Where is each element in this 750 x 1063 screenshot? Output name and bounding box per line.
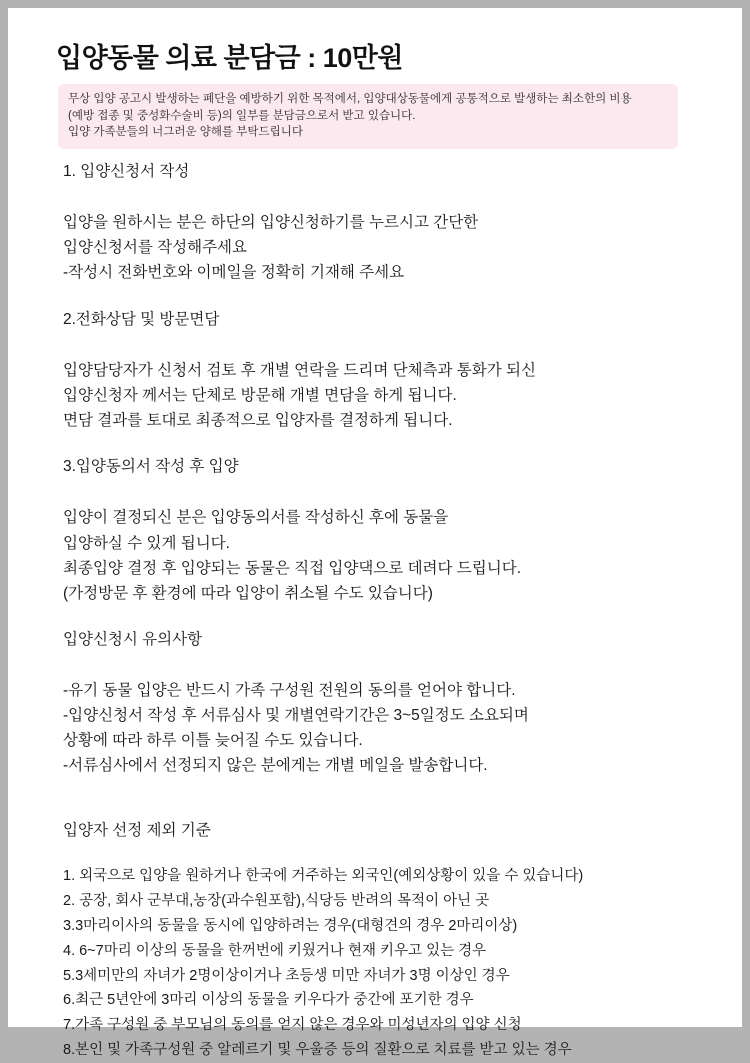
spacer	[63, 606, 723, 628]
notice-line: 무상 입양 공고시 발생하는 폐단을 예방하기 위한 목적에서, 입양대상동물에게 공통적으로 발생하는 최소한의 비용	[68, 93, 632, 105]
section-heading-3: 3.입양동의서 작성 후 입양	[63, 458, 239, 476]
criteria-item: 4. 6~7마리 이상의 동물을 한꺼번에 키웠거나 현재 키우고 있는 경우	[63, 942, 487, 959]
spacer	[63, 183, 723, 210]
spacer	[63, 286, 723, 308]
spacer	[63, 478, 723, 505]
section-2-line-3: 면담 결과를 토대로 최종적으로 입양자를 결정하게 됩니다.	[63, 412, 453, 430]
criteria-item: 8.본인 및 가족구성원 중 알레르기 및 우울증 등의 질환으로 치료를 받고 있는 경우	[63, 1042, 572, 1059]
section-4-line-2: -입양신청서 작성 후 서류심사 및 개별연락기간은 3~5일정도 소요되며	[63, 707, 529, 725]
section-heading-1: 1. 입양신청서 작성	[63, 163, 190, 180]
criteria-heading: 입양자 선정 제외 기준	[63, 821, 211, 839]
criteria-item: 2. 공장, 회사 군부대,농장(과수원포함),식당등 반려의 목적이 아닌 곳	[63, 892, 490, 909]
section-heading-4: 입양신청시 유의사항	[63, 630, 203, 648]
section-3-line-4: (가정방문 후 환경에 따라 입양이 취소될 수도 있습니다)	[63, 584, 433, 602]
section-heading-2: 2.전화상담 및 방문면담	[63, 310, 220, 328]
section-2-line-1: 입양담당자가 신청서 검토 후 개별 연락을 드리며 단체측과 통화가 되신	[63, 361, 536, 379]
criteria-item: 1. 외국으로 입양을 원하거나 한국에 거주하는 외국인(예외상황이 있을 수 있습니다)	[63, 867, 584, 884]
section-4-line-3: 상황에 따라 하루 이틀 늦어질 수도 있습니다.	[63, 732, 363, 750]
notice-box	[58, 84, 678, 149]
section-1-line-2: 입양신청서를 작성해주세요	[63, 239, 247, 257]
spacer	[63, 651, 723, 678]
spacer	[63, 842, 723, 864]
section-1-line-3: -작성시 전화번호와 이메일을 정확히 기재해 주세요	[63, 264, 405, 282]
section-4-line-4: -서류심사에서 선정되지 않은 분에게는 개별 메일을 발송합니다.	[63, 757, 488, 775]
criteria-item: 7.가족 구성원 중 부모님의 동의를 얻지 않은 경우와 미성년자의 입양 신청	[63, 1017, 522, 1034]
criteria-item: 3.3마리이사의 동물을 동시에 입양하려는 경우(대형견의 경우 2마리이상)	[63, 917, 518, 934]
section-4-line-1: -유기 동물 입양은 반드시 가족 구성원 전원의 동의를 얻어야 합니다.	[63, 682, 516, 700]
section-1-line-1: 입양을 원하시는 분은 하단의 입양신청하기를 누르시고 간단한	[63, 214, 479, 232]
spacer	[63, 331, 723, 358]
section-3-line-1: 입양이 결정되신 분은 입양동의서를 작성하신 후에 동물을	[63, 509, 449, 527]
notice-line: 입양 가족분들의 너그러운 양해를 부탁드립니다	[68, 126, 303, 139]
section-3-line-3: 최종입양 결정 후 입양되는 동물은 직접 입양댁으로 데려다 드립니다.	[63, 559, 522, 577]
criteria-item: 5.3세미만의 자녀가 2명이상이거나 초등생 미만 자녀가 3명 이상인 경우	[63, 967, 510, 984]
notice-line: (예방 접종 및 중성화수술비 등)의 일부를 분담금으로서 받고 있습니다.	[68, 109, 416, 122]
criteria-item: 6.최근 5년안에 3마리 이상의 동물을 키우다가 중간에 포기한 경우	[63, 992, 474, 1009]
section-2-line-2: 입양신청자 께서는 단체로 방문해 개별 면담을 하게 됩니다.	[63, 386, 457, 404]
document-body	[63, 160, 723, 1063]
section-3-line-2: 입양하실 수 있게 됩니다.	[63, 534, 230, 552]
spacer	[63, 433, 723, 455]
page-title: 입양동물 의료 분담금 : 10만원	[56, 43, 403, 73]
document-page	[8, 8, 742, 1059]
spacer	[63, 779, 723, 819]
